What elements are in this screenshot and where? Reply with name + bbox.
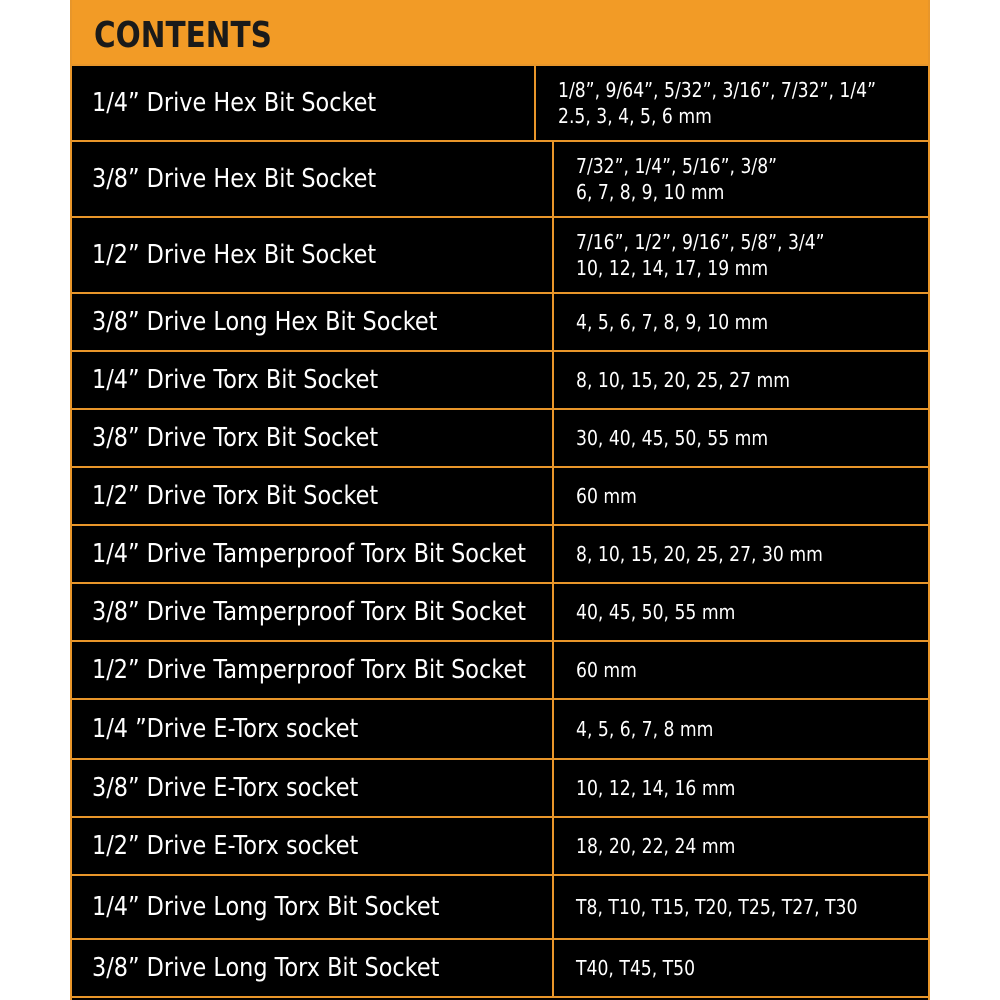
- table-row: [72, 584, 928, 642]
- socket-size-line: 4, 5, 6, 7, 8, 9, 10 mm: [576, 310, 769, 334]
- socket-size-line: 8, 10, 15, 20, 25, 27 mm: [576, 368, 791, 392]
- socket-name-cell: [72, 876, 554, 938]
- table-row: [72, 142, 928, 218]
- socket-size-line: 40, 45, 50, 55 mm: [576, 600, 736, 624]
- socket-name-cell: [72, 940, 554, 996]
- socket-name: 3/8” Drive Long Hex Bit Socket: [92, 307, 438, 337]
- table-row: [72, 940, 928, 998]
- socket-size-line: 18, 20, 22, 24 mm: [576, 834, 736, 858]
- socket-name-cell: [72, 294, 554, 350]
- socket-name: 1/2” Drive Tamperproof Torx Bit Socket: [92, 655, 526, 685]
- table-row: [72, 410, 928, 468]
- table-row: [72, 526, 928, 584]
- socket-sizes-cell: [554, 410, 928, 466]
- contents-header: [72, 0, 928, 66]
- socket-size-line: T40, T45, T50: [576, 956, 696, 980]
- socket-name: 1/2” Drive Hex Bit Socket: [92, 240, 377, 270]
- contents-title: CONTENTS: [94, 15, 272, 56]
- socket-sizes-cell: [554, 584, 928, 640]
- socket-name-cell: [72, 818, 554, 874]
- socket-name-cell: [72, 468, 554, 524]
- table-row: [72, 66, 928, 142]
- socket-name-cell: [72, 584, 554, 640]
- socket-size-line: 1/8”, 9/64”, 5/32”, 3/16”, 7/32”, 1/4”: [558, 78, 877, 102]
- table-row: [72, 218, 928, 294]
- socket-size-line: 7/16”, 1/2”, 9/16”, 5/8”, 3/4”: [576, 230, 825, 254]
- table-row: [72, 294, 928, 352]
- socket-name: 3/8” Drive Hex Bit Socket: [92, 164, 377, 194]
- socket-size-line: 7/32”, 1/4”, 5/16”, 3/8”: [576, 154, 778, 178]
- socket-name: 3/8” Drive E-Torx socket: [92, 773, 359, 803]
- socket-size-line: 60 mm: [576, 484, 637, 508]
- socket-name: 1/2” Drive E-Torx socket: [92, 831, 359, 861]
- socket-sizes-cell: [554, 760, 928, 816]
- socket-name-cell: [72, 142, 554, 216]
- socket-name: 1/4” Drive Torx Bit Socket: [92, 365, 379, 395]
- contents-table: [70, 0, 930, 1000]
- table-row: [72, 760, 928, 818]
- socket-size-line: 2.5, 3, 4, 5, 6 mm: [558, 104, 713, 128]
- socket-name-cell: [72, 642, 554, 698]
- socket-name: 3/8” Drive Torx Bit Socket: [92, 423, 379, 453]
- socket-sizes-cell: [554, 294, 928, 350]
- socket-name: 1/4” Drive Long Torx Bit Socket: [92, 892, 440, 922]
- socket-name-cell: [72, 410, 554, 466]
- socket-size-line: 60 mm: [576, 658, 637, 682]
- socket-size-line: 6, 7, 8, 9, 10 mm: [576, 180, 725, 204]
- table-row: [72, 818, 928, 876]
- contents-rows: [72, 66, 928, 998]
- socket-sizes-cell: [554, 352, 928, 408]
- table-row: [72, 642, 928, 700]
- socket-size-line: 30, 40, 45, 50, 55 mm: [576, 426, 769, 450]
- table-row: [72, 700, 928, 760]
- socket-name-cell: [72, 526, 554, 582]
- socket-sizes-cell: [554, 876, 928, 938]
- socket-name-cell: [72, 218, 554, 292]
- socket-sizes-cell: [554, 468, 928, 524]
- socket-name-cell: [72, 66, 536, 140]
- table-row: [72, 468, 928, 526]
- socket-size-line: 8, 10, 15, 20, 25, 27, 30 mm: [576, 542, 823, 566]
- socket-name-cell: [72, 760, 554, 816]
- socket-name: 3/8” Drive Tamperproof Torx Bit Socket: [92, 597, 526, 627]
- socket-sizes-cell: [554, 818, 928, 874]
- socket-size-line: 10, 12, 14, 17, 19 mm: [576, 256, 769, 280]
- socket-name: 1/4 ”Drive E-Torx socket: [92, 714, 359, 744]
- socket-sizes-cell: [554, 940, 928, 996]
- socket-sizes-cell: [536, 66, 928, 140]
- socket-name: 1/4” Drive Hex Bit Socket: [92, 88, 377, 118]
- socket-name: 3/8” Drive Long Torx Bit Socket: [92, 953, 440, 983]
- socket-size-line: T8, T10, T15, T20, T25, T27, T30: [576, 895, 858, 919]
- socket-sizes-cell: [554, 142, 928, 216]
- socket-sizes-cell: [554, 526, 928, 582]
- socket-sizes-cell: [554, 218, 928, 292]
- socket-size-line: 4, 5, 6, 7, 8 mm: [576, 717, 714, 741]
- table-row: [72, 876, 928, 940]
- socket-size-line: 10, 12, 14, 16 mm: [576, 776, 736, 800]
- socket-name: 1/2” Drive Torx Bit Socket: [92, 481, 379, 511]
- socket-sizes-cell: [554, 642, 928, 698]
- socket-name-cell: [72, 352, 554, 408]
- table-row: [72, 352, 928, 410]
- socket-name-cell: [72, 700, 554, 758]
- socket-sizes-cell: [554, 700, 928, 758]
- socket-name: 1/4” Drive Tamperproof Torx Bit Socket: [92, 539, 526, 569]
